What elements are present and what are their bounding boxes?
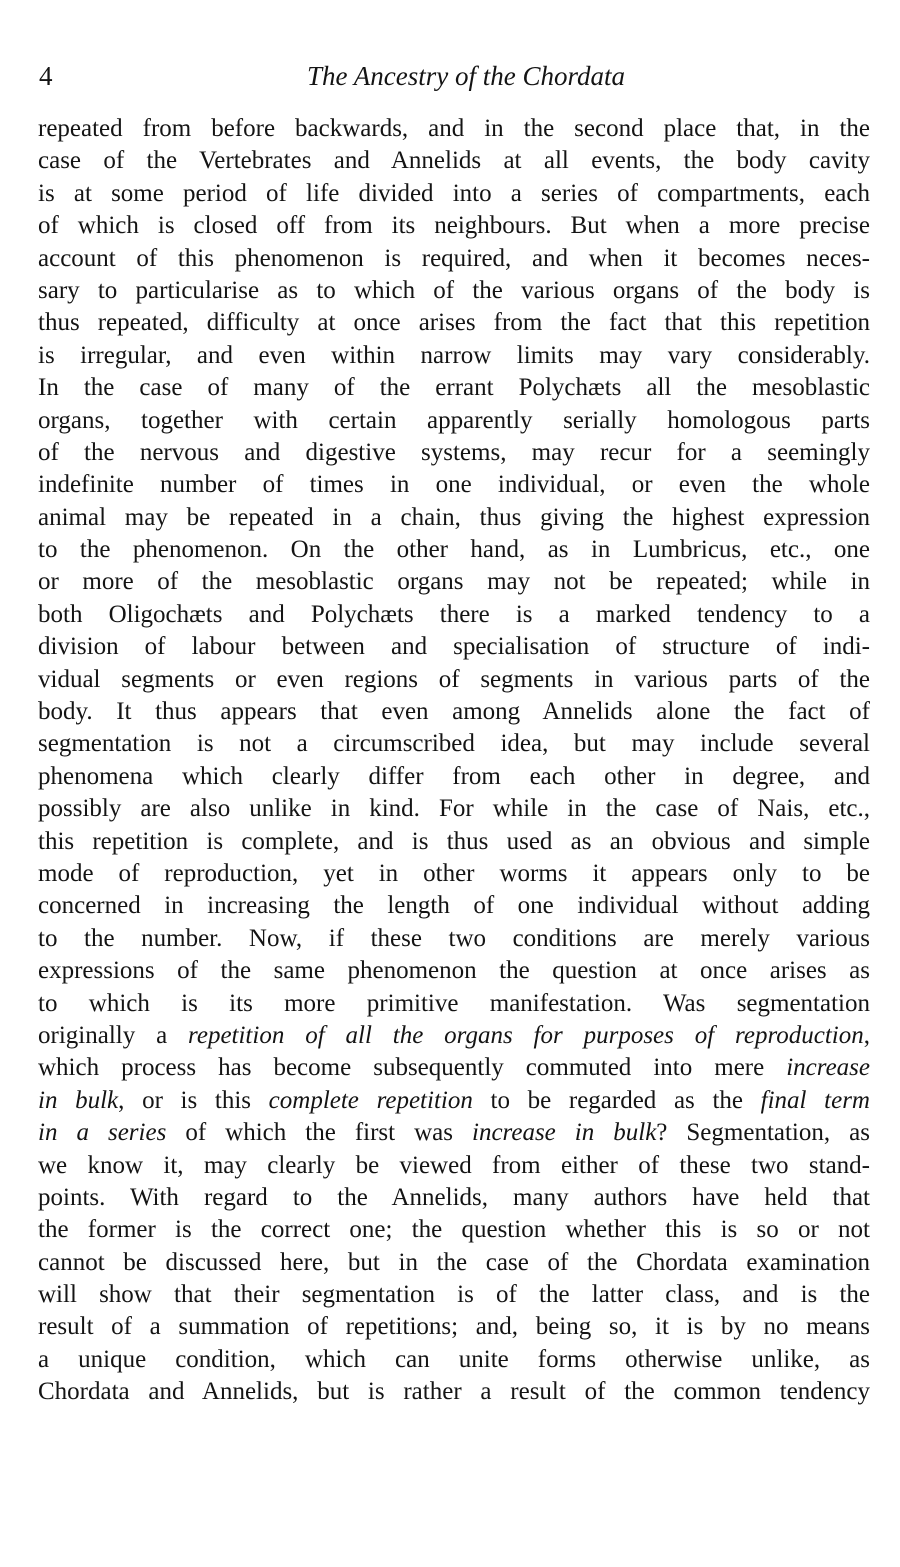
text-segment: points. With regard to the Annelids, many authors have held that [38, 1183, 870, 1211]
italic-text-segment: increase in bulk [472, 1119, 657, 1147]
text-segment: sary to particularise as to which of the various organs of the body is [38, 276, 870, 304]
text-segment: to which is its more primitive manifestation. Was segmentation [38, 989, 870, 1017]
text-segment: of the nervous and digestive systems, may recur for a seemingly [38, 438, 870, 466]
text-line [38, 1117, 870, 1149]
text-line [38, 761, 870, 793]
text-line [38, 923, 870, 955]
text-segment: expressions of the same phenomenon the question at once arises as [38, 957, 870, 985]
italic-text-segment: in bulk [38, 1086, 119, 1114]
text-line [38, 1052, 870, 1084]
text-segment: to the phenomenon. On the other hand, as in Lumbricus, etc., one [38, 536, 870, 564]
text-segment: to be regarded as the [472, 1086, 761, 1114]
text-segment: to the number. Now, if these two conditions are merely various [38, 924, 870, 952]
italic-text-segment: repetition of all the organs for purposes of reproduction [188, 1021, 864, 1049]
text-segment: repeated from before backwards, and in the second place that, in the [38, 115, 870, 142]
text-segment: ? Segmentation, as [656, 1119, 870, 1147]
text-line [38, 793, 870, 825]
text-line [38, 307, 870, 339]
text-segment: will show that their segmentation is of the latter class, and is the [38, 1281, 870, 1309]
text-line [38, 437, 870, 469]
page-number: 4 [39, 61, 53, 91]
text-line [38, 826, 870, 858]
text-segment: mode of reproduction, yet in other worms it appears only to be [38, 859, 870, 887]
text-line [38, 728, 870, 760]
text-segment: the former is the correct one; the question whether this is so or not [38, 1216, 870, 1244]
text-segment: In the case of many of the errant Polychæts all the mesoblastic [38, 374, 870, 402]
text-segment: result of a summation of repetitions; and, being so, it is by no means [38, 1313, 870, 1341]
text-segment: , or is this [118, 1086, 269, 1114]
running-title: The Ancestry of the Chordata [307, 61, 625, 91]
text-line [38, 1247, 870, 1279]
text-line [38, 599, 870, 631]
text-line [38, 210, 870, 242]
italic-text-segment: final term [760, 1086, 870, 1114]
text-line [38, 534, 870, 566]
text-line [38, 469, 870, 501]
text-segment: indefinite number of times in one individual, or even the whole [38, 471, 870, 499]
text-line [38, 113, 870, 145]
text-line [38, 1150, 870, 1182]
text-line [38, 145, 870, 177]
text-segment: both Oligochæts and Polychæts there is a marked tendency to a [38, 600, 870, 628]
italic-text-segment: increase [786, 1054, 870, 1082]
text-line [38, 1311, 870, 1343]
text-segment: or more of the mesoblastic organs may not be repeated; while in [38, 568, 870, 596]
text-line [38, 664, 870, 696]
text-segment: organs, together with certain apparently serially homologous parts [38, 406, 870, 434]
text-line [38, 1344, 870, 1376]
text-line [38, 372, 870, 404]
text-segment: of which the first was [166, 1119, 473, 1147]
text-segment: case of the Vertebrates and Annelids at all events, the body cavity [38, 147, 870, 175]
text-segment: which process has become subsequently commuted into mere [38, 1054, 787, 1082]
text-segment: animal may be repeated in a chain, thus giving the highest expression [38, 503, 870, 531]
text-line [38, 275, 870, 307]
text-segment: , [863, 1021, 870, 1049]
italic-text-segment: complete repetition [268, 1086, 473, 1114]
text-line [38, 890, 870, 922]
text-line [38, 502, 870, 534]
text-segment: a unique condition, which can unite forms otherwise unlike, as [38, 1345, 870, 1373]
running-head [36, 58, 872, 94]
text-line [38, 858, 870, 890]
text-line [38, 340, 870, 372]
text-segment: possibly are also unlike in kind. For while in the case of Nais, etc., [38, 795, 870, 823]
body-text [38, 113, 870, 1409]
text-line [38, 1376, 870, 1408]
text-line [38, 243, 870, 275]
text-segment: of which is closed off from its neighbours. But when a more precise [38, 212, 870, 240]
text-segment: phenomena which clearly differ from each other in degree, and [38, 762, 870, 790]
text-line [38, 566, 870, 598]
italic-text-segment: in a series [38, 1119, 167, 1147]
text-segment: originally a [38, 1021, 189, 1049]
text-segment: body. It thus appears that even among Annelids alone the fact of [38, 698, 870, 726]
text-line [38, 955, 870, 987]
text-segment: cannot be discussed here, but in the case of the Chordata examination [38, 1248, 870, 1276]
text-line [38, 1214, 870, 1246]
text-segment: division of labour between and specialisation of structure of indi- [38, 633, 870, 661]
text-line [38, 988, 870, 1020]
text-segment: we know it, may clearly be viewed from either of these two stand- [38, 1151, 870, 1179]
text-segment: Chordata and Annelids, but is rather a result of the common tendency [38, 1378, 870, 1406]
text-segment: is irregular, and even within narrow limits may vary considerably. [38, 341, 870, 369]
text-line [38, 1182, 870, 1214]
text-line [38, 405, 870, 437]
text-segment: is at some period of life divided into a series of compartments, each [38, 179, 870, 207]
text-segment: segmentation is not a circumscribed idea, but may include several [38, 730, 870, 758]
text-line [38, 178, 870, 210]
text-line [38, 1085, 870, 1117]
text-line [38, 1020, 870, 1052]
text-line [38, 1279, 870, 1311]
text-segment: concerned in increasing the length of one individual without adding [38, 892, 870, 920]
text-segment: vidual segments or even regions of segments in various parts of the [38, 665, 870, 693]
text-line [38, 696, 870, 728]
text-segment: account of this phenomenon is required, and when it becomes neces- [38, 244, 870, 272]
text-segment: this repetition is complete, and is thus used as an obvious and simple [38, 827, 870, 855]
text-segment: thus repeated, difficulty at once arises from the fact that this repetition [38, 309, 870, 337]
text-line [38, 631, 870, 663]
